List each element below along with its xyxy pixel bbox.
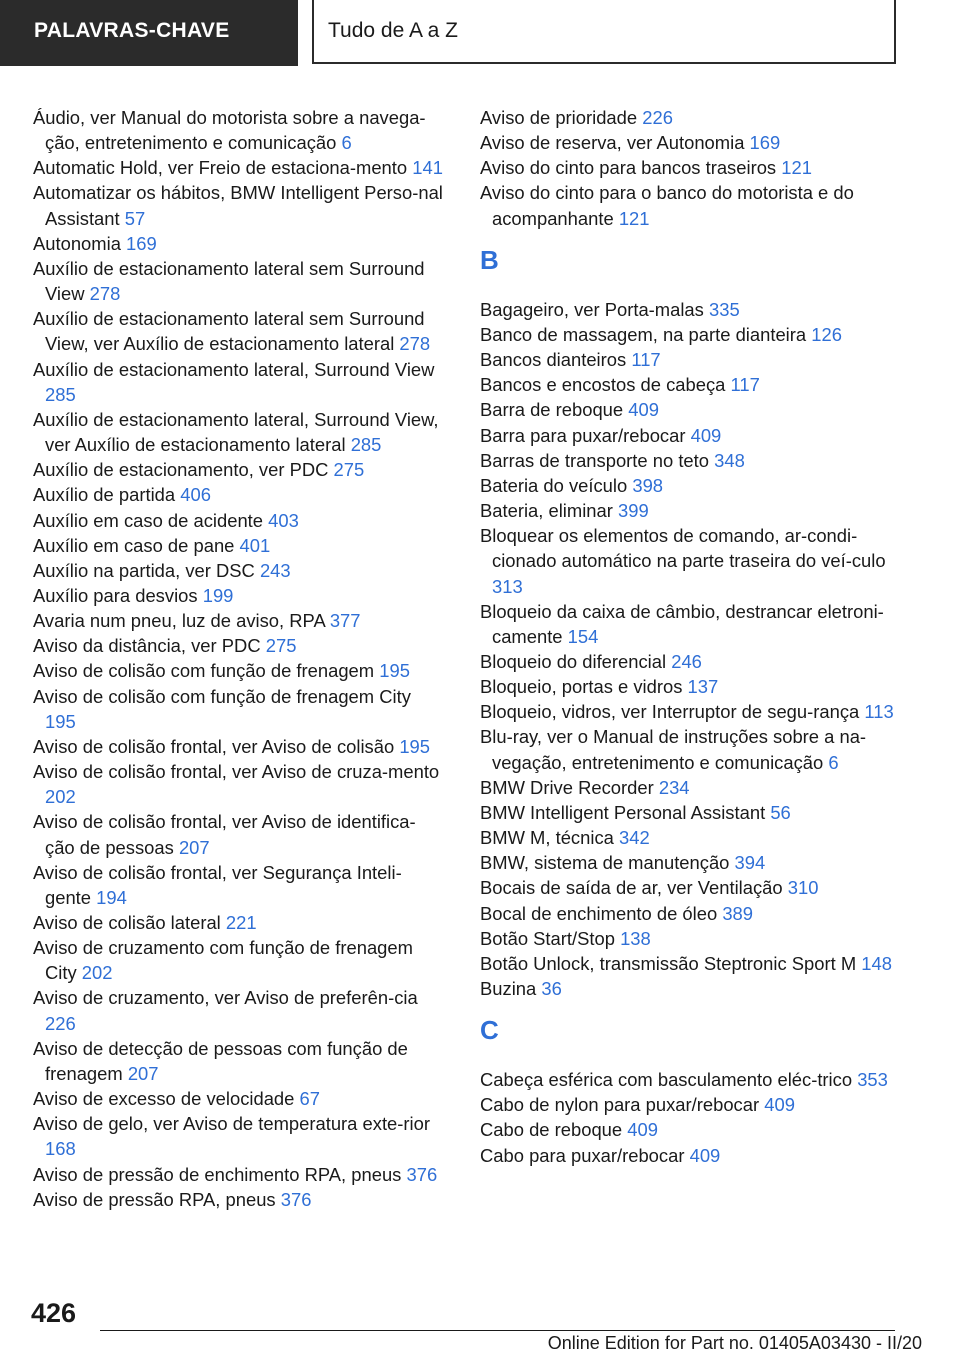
index-entry <box>480 1143 900 1168</box>
index-entry-text: Auxílio de estacionamento, ver PDC <box>33 459 329 481</box>
index-entry-page-link[interactable]: 389 <box>722 902 754 924</box>
index-entry-page-link[interactable]: 113 <box>864 701 894 723</box>
index-entry-page-link[interactable]: 401 <box>239 534 271 556</box>
index-entry-text: Botão Unlock, transmissão Steptronic Sport M <box>480 952 857 974</box>
index-entry-page-link[interactable]: 403 <box>268 509 299 531</box>
index-entry-page-link[interactable]: 353 <box>857 1069 888 1091</box>
index-entry-text: Aviso de reserva, ver Autonomia <box>480 132 745 154</box>
index-entry <box>480 1117 900 1142</box>
index-entry <box>480 180 900 230</box>
index-entry <box>480 951 900 976</box>
index-entry-text: Cabo de reboque <box>480 1119 623 1141</box>
index-entry <box>33 608 445 633</box>
index-entry-text: Aviso de colisão frontal, ver Aviso de colisão <box>33 735 395 757</box>
index-entry-page-link[interactable]: 126 <box>811 323 842 345</box>
index-entry-page-link[interactable]: 168 <box>45 1138 76 1160</box>
index-entry <box>33 935 445 985</box>
index-entry <box>480 105 900 130</box>
index-entry <box>33 1111 445 1161</box>
index-entry-text: Aviso do cinto para bancos traseiros <box>480 157 777 179</box>
index-entry-page-link[interactable]: 154 <box>567 625 599 647</box>
index-entry <box>33 508 445 533</box>
index-entry-text: Aviso de colisão frontal, ver Aviso de identifica‐ção de pessoas <box>33 811 416 858</box>
index-entry <box>480 155 900 180</box>
index-entry <box>33 1036 445 1086</box>
index-entry <box>33 734 445 759</box>
index-entry-page-link[interactable]: 202 <box>81 962 113 984</box>
index-entry-page-link[interactable]: 199 <box>202 584 234 606</box>
index-entry-page-link[interactable]: 56 <box>770 801 791 823</box>
index-entry-text: Aviso de excesso de velocidade <box>33 1088 295 1110</box>
index-entry <box>480 397 900 422</box>
index-entry-text: Aviso de colisão frontal, ver Aviso de cruza‐mento <box>33 761 440 783</box>
index-entry <box>480 825 900 850</box>
index-entry-page-link[interactable]: 121 <box>781 157 812 179</box>
index-entry <box>480 448 900 473</box>
index-entry-page-link[interactable]: 399 <box>618 500 649 522</box>
index-entry <box>480 699 900 724</box>
index-entry-text: Aviso de pressão RPA, pneus <box>33 1188 276 1210</box>
index-entry-page-link[interactable]: 117 <box>631 349 661 371</box>
page-number: 426 <box>31 1298 77 1328</box>
index-entry-page-link[interactable]: 195 <box>45 710 76 732</box>
index-entry-text: Barra para puxar/rebocar <box>480 424 686 446</box>
index-entry-text: Cabeça esférica com basculamento eléc‐trico <box>480 1069 853 1091</box>
index-entry-page-link[interactable]: 409 <box>628 399 659 421</box>
index-entry-page-link[interactable]: 310 <box>787 877 819 899</box>
index-entry <box>480 926 900 951</box>
index-entry-text: Áudio, ver Manual do motorista sobre a navega‐ção, entretenimento e comunicação <box>33 107 426 154</box>
index-entry-page-link[interactable]: 409 <box>690 424 722 446</box>
index-entry <box>480 523 900 598</box>
index-entry-page-link[interactable]: 195 <box>379 660 410 682</box>
index-entry-page-link[interactable]: 313 <box>492 575 523 597</box>
index-entry-page-link[interactable]: 377 <box>329 610 361 632</box>
index-entry-page-link[interactable]: 207 <box>178 836 210 858</box>
index-entry <box>33 457 445 482</box>
index-entry-page-link[interactable]: 278 <box>399 333 431 355</box>
index-entry <box>480 372 900 397</box>
index-entry-page-link[interactable]: 194 <box>96 886 127 908</box>
index-entry-text: Banco de massagem, na parte dianteira <box>480 323 807 345</box>
index-entry-page-link[interactable]: 67 <box>299 1088 320 1110</box>
index-entry-text: Cabo de nylon para puxar/rebocar <box>480 1094 760 1116</box>
index-entry-page-link[interactable]: 169 <box>126 232 157 254</box>
index-entry-text: Auxílio de estacionamento lateral sem Surround View <box>33 257 425 305</box>
index-entry-page-link[interactable]: 409 <box>627 1119 658 1141</box>
index-entry-page-link[interactable]: 409 <box>689 1144 721 1166</box>
index-entry <box>480 850 900 875</box>
index-entry-text: BMW M, técnica <box>480 827 614 849</box>
index-entry-text: Bloquear os elementos de comando, ar-condi‐cionado automático na parte traseira do veí‐culo <box>480 525 886 572</box>
index-entry-page-link[interactable]: 226 <box>642 107 673 128</box>
index-entry <box>33 633 445 658</box>
subtitle-tab-label: Tudo de A a Z <box>328 19 458 42</box>
index-entry-text: Bancos dianteiros <box>480 349 627 371</box>
index-entry <box>480 423 900 448</box>
index-entry-page-link[interactable]: 342 <box>619 827 650 849</box>
footer-edition-text: Online Edition for Part no. 01405A03430 - II/20 <box>547 1333 922 1353</box>
index-entry <box>480 976 900 1001</box>
index-entry <box>33 558 445 583</box>
index-entry-text: Aviso de colisão lateral <box>33 912 221 933</box>
footer-divider <box>100 1330 895 1331</box>
index-entry-page-link[interactable]: 195 <box>399 735 431 757</box>
index-entry <box>33 583 445 608</box>
index-entry-text: Aviso de gelo, ver Aviso de temperatura exte‐rior <box>33 1113 430 1135</box>
index-entry <box>33 256 445 306</box>
index-entry-text: Blu-ray, ver o Manual de instruções sobre a na‐vegação, entretenimento e comunicação <box>480 726 867 773</box>
index-entry-page-link[interactable]: 6 <box>341 132 352 154</box>
index-entry-page-link[interactable]: 226 <box>45 1012 76 1034</box>
index-entry-text: Botão Start/Stop <box>480 927 615 949</box>
page-header <box>0 0 960 66</box>
index-entry-page-link[interactable]: 137 <box>687 676 719 698</box>
index-entry <box>480 1067 900 1092</box>
index-entry-page-link[interactable]: 148 <box>861 952 892 974</box>
index-entry <box>33 1162 445 1187</box>
index-entry-text: Cabo para puxar/rebocar <box>480 1144 685 1166</box>
index-entry-page-link[interactable]: 57 <box>124 207 146 229</box>
index-entry-text: Bancos e encostos de cabeça <box>480 374 726 396</box>
section-tab-label: PALAVRAS-CHAVE <box>34 19 230 42</box>
index-entry-page-link[interactable]: 138 <box>620 927 651 949</box>
index-entry-text: Aviso de prioridade <box>480 107 638 128</box>
index-entry <box>480 674 900 699</box>
index-entry <box>33 910 445 935</box>
index-column-left <box>33 105 445 1212</box>
index-entry-page-link[interactable]: 285 <box>350 434 382 456</box>
index-entry-page-link[interactable]: 221 <box>225 912 257 933</box>
index-entry-text: Auxílio em caso de acidente <box>33 509 264 531</box>
index-entry <box>480 599 900 649</box>
index-entry-page-link[interactable]: 376 <box>280 1188 312 1210</box>
index-entry-text: Aviso de colisão com função de frenagem <box>33 660 375 682</box>
index-entry-text: Aviso de colisão com função de frenagem City <box>33 685 411 707</box>
index-entry-text: Bloqueio, portas e vidros <box>480 676 683 698</box>
index-entry-text: Bateria, eliminar <box>480 500 613 522</box>
index-entry-page-link[interactable]: 285 <box>45 383 76 405</box>
index-entry-page-link[interactable]: 278 <box>89 283 121 305</box>
index-entry <box>480 473 900 498</box>
index-entry <box>33 105 445 155</box>
index-entry-page-link[interactable]: 121 <box>618 207 650 229</box>
index-entry-page-link[interactable]: 394 <box>734 852 766 874</box>
index-entry <box>33 407 445 457</box>
index-entry-text: Auxílio em caso de pane <box>33 534 235 556</box>
index-entry-text: Bateria do veículo <box>480 474 628 496</box>
index-entry-page-link[interactable]: 398 <box>632 474 664 496</box>
index-entry-text: Aviso de colisão frontal, ver Segurança Inteli‐gente <box>33 861 402 908</box>
index-entry-text: Bagageiro, ver Porta-malas <box>480 298 704 320</box>
index-entry-text: Buzina <box>480 978 537 999</box>
index-entry <box>33 357 445 407</box>
index-entry-text: Auxílio de estacionamento lateral, Surround View, ver Auxílio de estacionamento lateral <box>33 408 439 456</box>
index-entry-page-link[interactable]: 335 <box>708 298 740 320</box>
index-entry-page-link[interactable]: 36 <box>541 978 562 999</box>
index-entry <box>33 809 445 859</box>
index-entry-text: Aviso de cruzamento, ver Aviso de preferên‐cia <box>33 987 418 1009</box>
index-entry-text: Autonomia <box>33 232 121 254</box>
index-entry-text: Bocal de enchimento de óleo <box>480 902 718 924</box>
index-entry <box>33 658 445 683</box>
index-letter-b: B <box>480 244 499 275</box>
index-entry-text: BMW Intelligent Personal Assistant <box>480 801 766 823</box>
index-entry-text: Bocais de saída de ar, ver Ventilação <box>480 877 783 899</box>
index-entry-page-link[interactable]: 376 <box>406 1163 438 1185</box>
index-entry <box>33 985 445 1035</box>
index-entry-text: BMW, sistema de manutenção <box>480 852 730 874</box>
index-entry-page-link[interactable]: 117 <box>730 374 760 396</box>
index-entry <box>480 130 900 155</box>
index-entry-page-link[interactable]: 6 <box>828 751 839 773</box>
index-entry <box>33 155 445 180</box>
index-entry <box>480 347 900 372</box>
index-entry-page-link[interactable]: 141 <box>412 157 443 179</box>
index-entry-text: Bloqueio, vidros, ver Interruptor de segu‐rança <box>480 701 860 723</box>
index-entry-text: Auxílio de estacionamento lateral sem Surround View, ver Auxílio de estacionamento lateral <box>33 308 425 355</box>
index-entry <box>33 306 445 356</box>
index-entry <box>33 684 445 734</box>
index-entry-page-link[interactable]: 275 <box>333 459 365 481</box>
index-entry-text: Bloqueio do diferencial <box>480 650 667 672</box>
index-entry-text: Barras de transporte no teto <box>480 449 709 471</box>
index-entry-page-link[interactable]: 202 <box>45 786 76 808</box>
index-entry <box>480 875 900 900</box>
index-entry <box>480 800 900 825</box>
index-entry-text: Aviso do cinto para o banco do motorista e do acompanhante <box>480 182 854 229</box>
section-tab <box>0 0 298 66</box>
index-entry <box>33 860 445 910</box>
index-entry-page-link[interactable]: 246 <box>671 650 702 672</box>
subtitle-tab <box>312 0 896 64</box>
index-entry-text: Auxílio para desvios <box>33 584 198 606</box>
index-entry-text: Bloqueio da caixa de câmbio, destrancar eletroni‐camente <box>480 600 884 647</box>
index-letter-c: C <box>480 1015 499 1046</box>
index-entry <box>480 498 900 523</box>
index-entry-text: BMW Drive Recorder <box>480 776 654 798</box>
index-entry <box>480 1092 900 1117</box>
index-entry-text: Auxílio de estacionamento lateral, Surround View <box>33 358 435 380</box>
index-entry-text: Aviso de pressão de enchimento RPA, pneus <box>33 1163 402 1185</box>
index-entry-page-link[interactable]: 406 <box>180 484 211 506</box>
index-entry-page-link[interactable]: 275 <box>265 635 297 657</box>
index-entry-page-link[interactable]: 348 <box>714 449 745 471</box>
index-entry-text: Barra de reboque <box>480 399 624 421</box>
index-entry-text: Aviso da distância, ver PDC <box>33 635 261 657</box>
index-entry-text: Auxílio de partida <box>33 484 176 506</box>
index-entry <box>33 1187 445 1212</box>
index-entry <box>480 724 900 774</box>
index-column-right <box>480 105 900 1168</box>
index-entry-page-link[interactable]: 234 <box>658 776 690 798</box>
index-entry <box>33 482 445 507</box>
index-entry <box>480 901 900 926</box>
index-entry-text: Aviso de detecção de pessoas com função de frenagem <box>33 1037 408 1084</box>
index-entry <box>480 649 900 674</box>
index-entry-page-link[interactable]: 409 <box>764 1094 795 1116</box>
index-entry-page-link[interactable]: 243 <box>259 559 291 581</box>
index-entry <box>480 775 900 800</box>
index-entry <box>33 759 445 809</box>
index-entry-text: Automatizar os hábitos, BMW Intelligent Perso‐nal Assistant <box>33 182 443 229</box>
index-entry <box>480 322 900 347</box>
index-entry <box>33 1086 445 1111</box>
index-entry <box>33 180 445 230</box>
index-entry-text: Automatic Hold, ver Freio de estaciona‐mento <box>33 157 408 179</box>
index-entry-text: Aviso de cruzamento com função de frenagem City <box>33 937 413 984</box>
index-entry-text: Avaria num pneu, luz de aviso, RPA <box>33 610 325 632</box>
index-entry <box>33 533 445 558</box>
index-entry <box>480 297 900 322</box>
index-entry-text: Auxílio na partida, ver DSC <box>33 559 255 581</box>
index-entry-page-link[interactable]: 207 <box>127 1062 159 1084</box>
index-entry <box>33 231 445 256</box>
index-entry-page-link[interactable]: 169 <box>749 132 781 154</box>
